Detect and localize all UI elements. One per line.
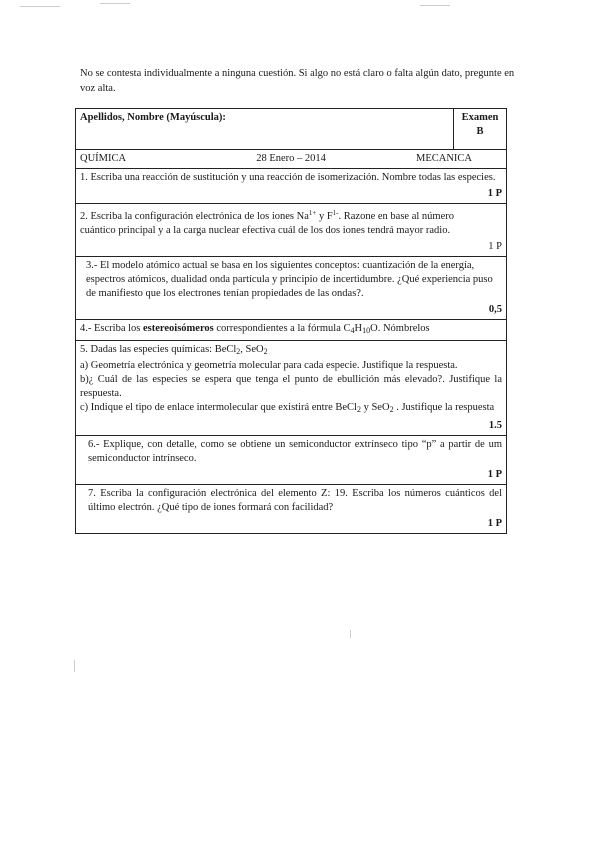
question-5 [76, 341, 507, 436]
question-row [76, 341, 507, 436]
question-4 [76, 320, 507, 341]
question-1 [76, 169, 507, 204]
question-3-points: 0,5 [488, 304, 502, 315]
subject-label: QUÍMICA [80, 153, 127, 164]
scan-mark [100, 3, 130, 4]
question-7-text: 7. Escriba la configuración electrónica del elemento Z: 19. Escriba los números cuánticos del último electrón. ¿Qué tipo de iones formará con facilidad? [88, 488, 502, 513]
question-7 [76, 485, 507, 534]
question-5-item-c [80, 401, 502, 417]
meta-row [76, 150, 507, 169]
scan-mark [20, 6, 60, 7]
question-6-points: 1 P [487, 469, 502, 480]
scan-mark [74, 660, 75, 672]
question-row [76, 204, 507, 257]
question-5-text-part: 5. Dadas las especies químicas: BeCl [80, 344, 237, 355]
formula-subscript: 4 [350, 326, 355, 335]
question-4-text-part: H [354, 323, 363, 334]
exam-date: 28 Enero – 2014 [256, 153, 326, 164]
formula-subscript: 2 [263, 347, 268, 356]
header-row [76, 109, 507, 150]
question-4-text-part: correspondientes a la fórmula C [213, 323, 351, 334]
question-row [76, 320, 507, 341]
question-2-text [80, 206, 502, 238]
department-label: MECANICA [415, 153, 472, 164]
question-2-text-part: 2. Escriba la configuración electrónica de los iones Na [80, 211, 309, 222]
exam-table [75, 108, 507, 534]
question-5-text-part: , SeO [240, 344, 264, 355]
question-5-item-b: b)¿ Cuál de las especies se espera que tenga el punto de ebullición más elevado?. Justifique la respuesta. [80, 374, 502, 399]
formula-subscript: 2 [389, 405, 394, 414]
question-2-text-part: . Razone en base al número cuántico principal y a la carga nuclear efectiva cuál de los dos iones tendrá mayor radio. [80, 211, 454, 236]
question-2-points: 1 P [488, 241, 502, 252]
question-2 [76, 204, 507, 257]
question-5-item-a: a) Geometría electrónica y geometría molecular para cada especie. Justifique la respuesta. [80, 360, 458, 371]
question-4-text-part: O. Nómbrelos [370, 323, 430, 334]
question-3 [76, 257, 507, 320]
question-6 [76, 436, 507, 485]
formula-subscript: 10 [362, 326, 371, 335]
instructions-text: No se contesta individualmente a ninguna cuestión. Si algo no está claro o falta algún dato, pregunte en voz alta. [80, 68, 515, 94]
exam-label: Examen [461, 112, 499, 123]
fluoride-charge: 1- [332, 209, 339, 217]
question-4-text-part: 4.- Escriba los [80, 323, 143, 334]
question-row [76, 257, 507, 320]
exam-version: B [476, 126, 484, 137]
exam-version-cell [454, 109, 507, 150]
formula-subscript: 2 [356, 405, 361, 414]
formula-subscript: 2 [236, 347, 241, 356]
question-row [76, 169, 507, 204]
sodium-charge: 1+ [308, 209, 317, 217]
question-7-points: 1 P [487, 518, 502, 529]
question-5-text-part: y SeO [360, 402, 390, 413]
question-5-points: 1.5 [488, 420, 502, 431]
question-5-text-part: . Justifique la respuesta [393, 402, 495, 413]
question-4-keyword: estereoisómeros [143, 323, 214, 334]
meta-cell [76, 150, 507, 169]
question-row [76, 485, 507, 534]
question-1-points: 1 P [487, 188, 502, 199]
question-5-text-part: c) Indique el tipo de enlace intermolecular que existirá entre BeCl [80, 402, 357, 413]
question-row [76, 436, 507, 485]
scan-mark [420, 5, 450, 6]
question-2-text-part: y F [316, 211, 333, 222]
question-4-text [80, 322, 502, 338]
question-1-text: 1. Escriba una reacción de sustitución y una reacción de isomerización. Nombre todas las especies. [80, 172, 496, 183]
question-5-intro [80, 343, 502, 359]
question-3-text: 3.- El modelo atómico actual se basa en los siguientes conceptos: cuantización de la energía, espectros atómicos, dualidad onda partícula y principio de incertidumbre. ¿Qué experiencia puso de manifiesto que los electrones tenían propiedades de las ondas?. [86, 260, 493, 299]
name-field[interactable] [76, 109, 454, 150]
scan-mark [350, 630, 351, 638]
question-6-text: 6.- Explique, con detalle, como se obtiene un semiconductor extrínseco tipo “p” a partir de um semiconductor intrínseco. [88, 439, 502, 464]
name-label: Apellidos, Nombre (Mayúscula): [80, 112, 226, 123]
